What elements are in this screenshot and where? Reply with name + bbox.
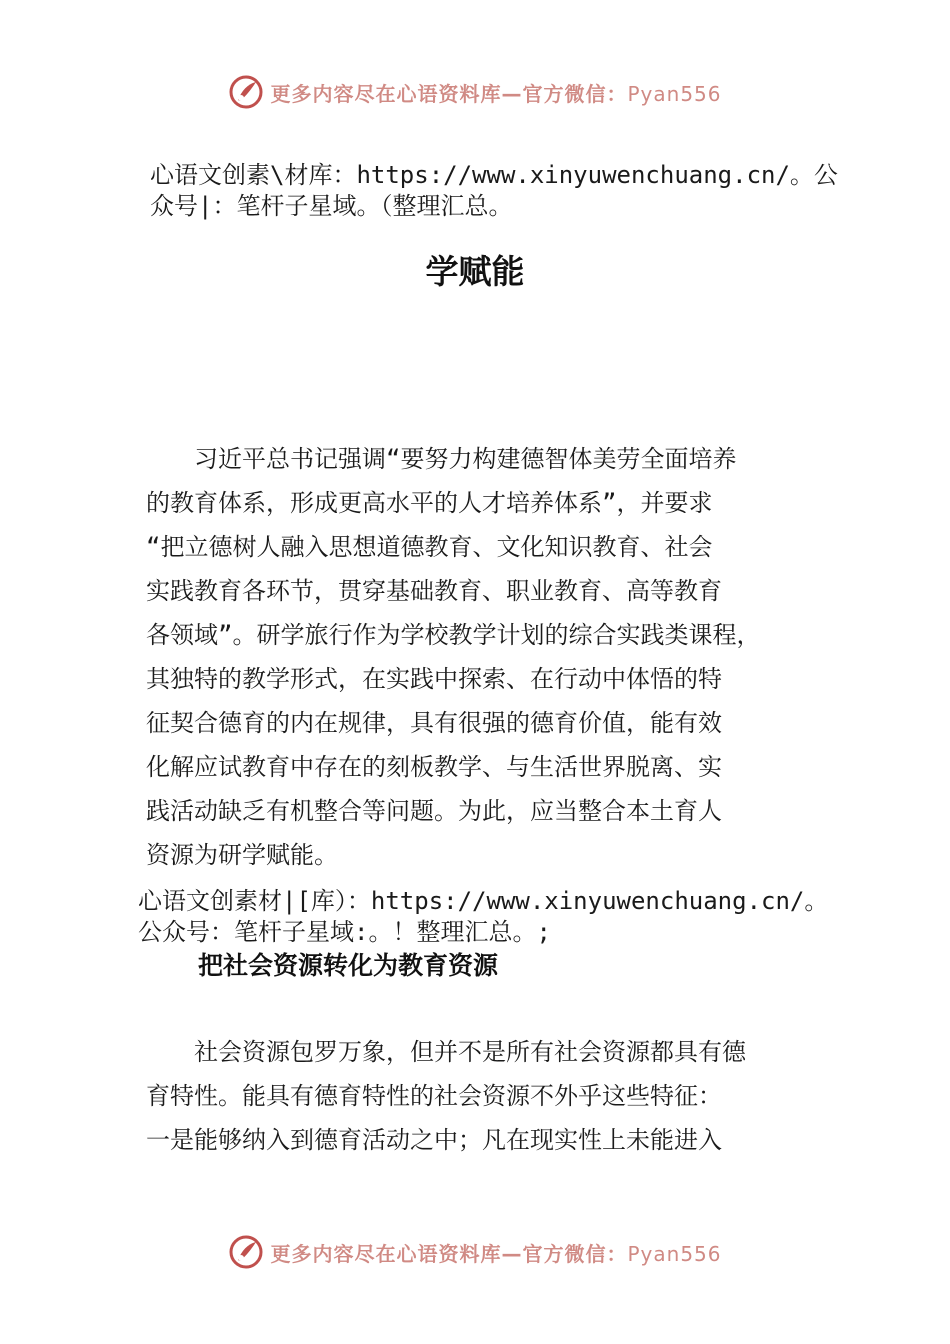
note-line: 公众号：笔杆子星域:。！整理汇总。; [138,918,551,946]
paragraph-line: 化解应试教育中存在的刻板教学、与生活世界脱离、实 [146,753,722,781]
section-heading: 把社会资源转化为教育资源 [198,951,499,980]
paragraph-line: 其独特的教学形式，在实践中探索、在行动中体悟的特 [146,665,722,693]
page-title: 学赋能 [425,252,525,291]
paragraph-line: 育特性。能具有德育特性的社会资源不外乎这些特征： [146,1082,722,1110]
source-note-mid [138,886,838,948]
paragraph-line: 践活动缺乏有机整合等问题。为此，应当整合本土育人 [146,797,722,825]
watermark-footer [0,1232,950,1272]
body-paragraph-2 [146,1030,846,1162]
paragraph-line: 征契合德育的内在规律，具有很强的德育价值，能有效 [146,709,722,737]
paragraph-line: “把立德树人融入思想道德教育、文化知识教育、社会 [146,533,713,561]
paragraph-line: 资源为研学赋能。 [146,841,338,869]
watermark-label: 更多内容尽在心语资料库—官方微信：Pyan556 [270,81,722,106]
note-line: 众号|：笔杆子星域。（整理汇总。 [150,192,513,220]
source-note-top [150,160,850,222]
paragraph-line: 习近平总书记强调“要努力构建德智体美劳全面培养 [146,445,737,473]
paragraph-line: 的教育体系，形成更高水平的人才培养体系”，并要求 [146,489,713,517]
brush-logo-icon [228,74,264,110]
paragraph-line: 一是能够纳入到德育活动之中；凡在现实性上未能进入 [146,1126,722,1154]
paragraph-line: 各领域”。研学旅行作为学校教学计划的综合实践类课程， [146,621,761,649]
body-paragraph-1 [146,437,846,877]
watermark-header [0,72,950,112]
note-line: 心语文创素\材库：https://www.xinyuwenchuang.cn/。公 [150,161,838,189]
watermark-label: 更多内容尽在心语资料库—官方微信：Pyan556 [270,1241,722,1266]
note-line: 心语文创素材|[库）：https://www.xinyuwenchuang.cn/。 [138,887,829,915]
paragraph-line: 社会资源包罗万象，但并不是所有社会资源都具有德 [146,1038,746,1066]
brush-logo-icon [228,1234,264,1270]
paragraph-line: 实践教育各环节，贯穿基础教育、职业教育、高等教育 [146,577,722,605]
